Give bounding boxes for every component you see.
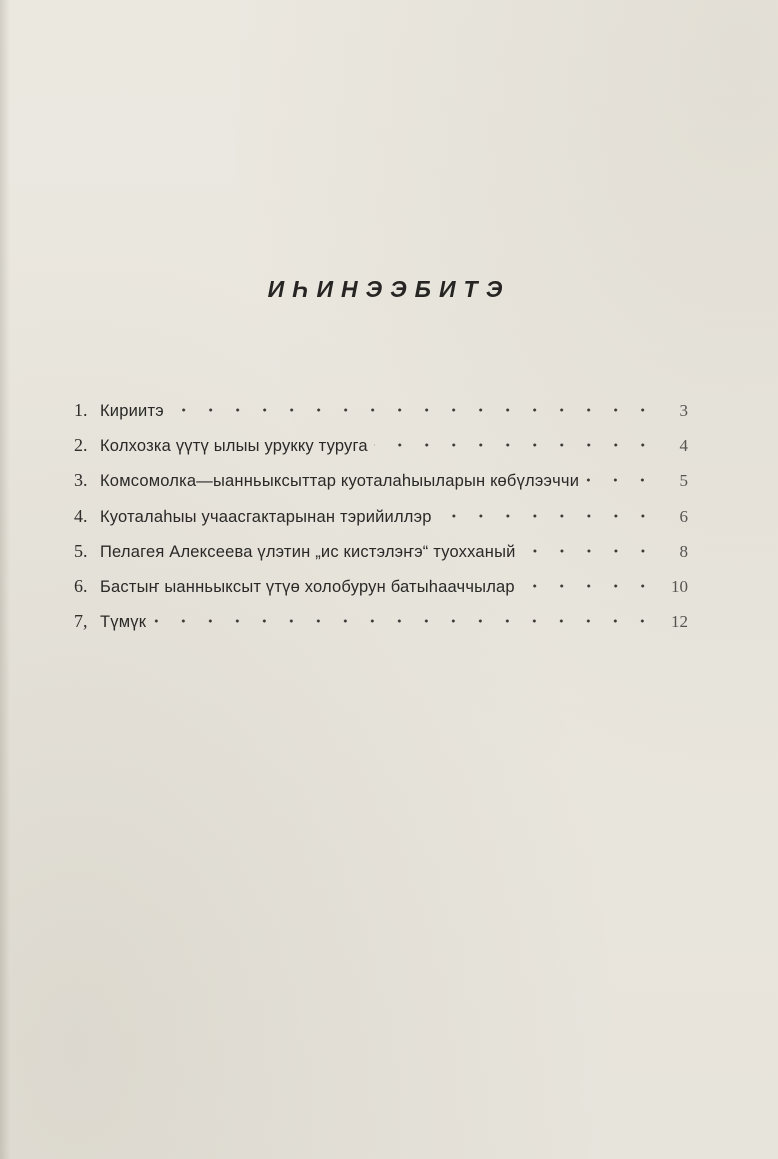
toc-entry (74, 609, 688, 644)
toc-entry-page: 4 (679, 436, 688, 456)
toc-entry-page: 5 (679, 471, 688, 491)
toc-entry (74, 398, 688, 433)
toc-entry-page: 10 (671, 576, 688, 596)
toc-entry-number: 4. (74, 505, 88, 526)
toc-entry-page: 8 (679, 541, 688, 561)
toc-entry (74, 504, 688, 539)
dot-leader (170, 401, 656, 419)
toc-entry-title: Колхозка үүтү ылыы урукку туруга (100, 437, 368, 456)
page-title: ИҺИНЭЭБИТЭ (267, 276, 511, 302)
toc-entry-number: 7, (74, 611, 88, 632)
table-of-contents (74, 398, 688, 644)
toc-entry-number: 1. (74, 400, 88, 420)
toc-entry-number: 2. (74, 435, 88, 456)
dot-leader (374, 436, 656, 454)
dot-leader (438, 507, 656, 525)
toc-entry-title: Кириитэ (100, 402, 164, 420)
toc-entry-page: 12 (671, 612, 688, 632)
toc-entry-page: 3 (679, 401, 688, 420)
dot-leader (152, 612, 656, 630)
toc-entry-number: 5. (74, 540, 88, 561)
dot-leader (522, 542, 656, 560)
toc-entry-number: 6. (74, 575, 88, 596)
toc-entry (74, 539, 688, 574)
dot-leader (585, 471, 656, 489)
page-edge-shadow (0, 0, 10, 1159)
toc-entry-title: Бастыҥ ыанньыксыт үтүө холобурун батыһааччылар (100, 577, 515, 596)
toc-entry (74, 433, 688, 468)
toc-entry-number: 3. (74, 470, 88, 491)
toc-entry (74, 468, 688, 503)
toc-entry-title: Куоталаһыы учаасгактарынан тэрийиллэр (100, 507, 432, 526)
toc-entry (74, 574, 688, 609)
toc-entry-page: 6 (679, 506, 688, 526)
toc-entry-title: Түмүк (100, 613, 147, 632)
dot-leader (521, 577, 656, 595)
toc-entry-title: Пелагея Алексеева үлэтин „ис кистэлэҥэ“ туохханый (100, 542, 516, 561)
toc-entry-title: Комсомолка—ыанньыксыттар куоталаһыыларын көбүлээччи (100, 472, 580, 491)
